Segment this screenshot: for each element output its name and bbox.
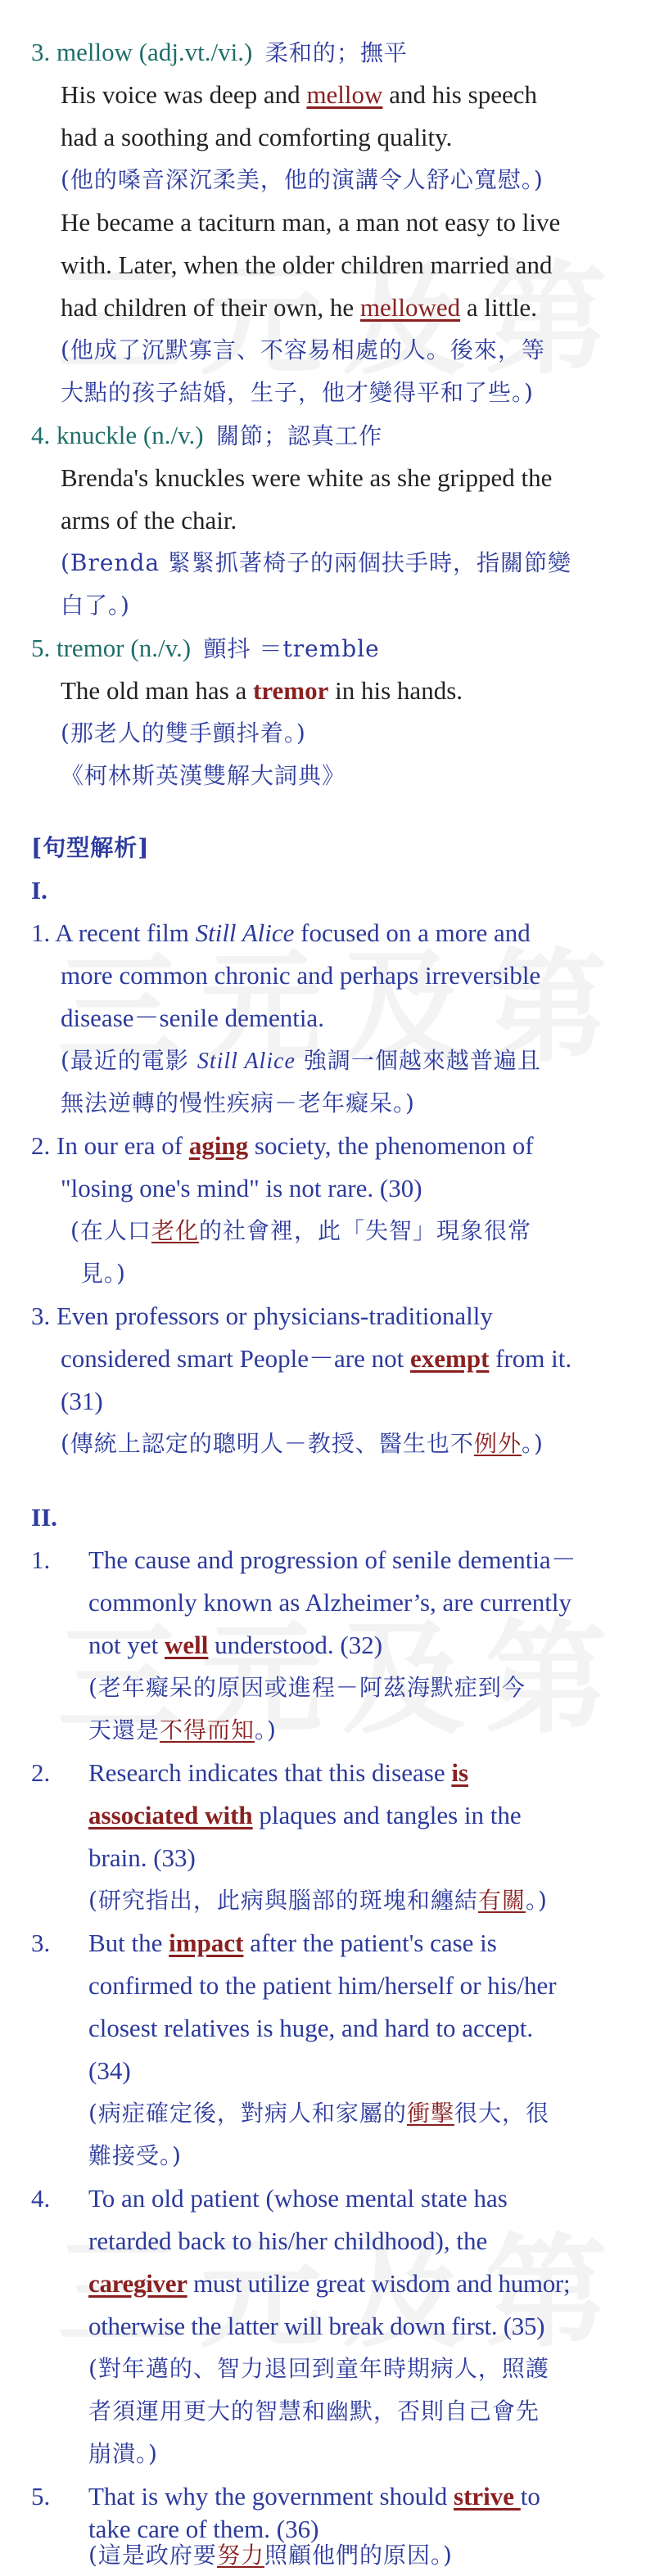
example-sentence: Brenda's knuckles were white as she gripped the: [61, 463, 553, 492]
highlighted-word: strive: [454, 2482, 521, 2511]
sentence-text: That is why the government should: [88, 2482, 454, 2511]
vocab-word: 4. knuckle (n./v.): [31, 421, 204, 449]
sentence-text: understood. (32): [208, 1631, 383, 1659]
translation: (老年癡呆的原因或進程－阿茲海默症到今: [88, 1674, 526, 1701]
translation: 崩潰。): [88, 2440, 158, 2467]
translation: (對年邁的、智力退回到童年時期病人，照護: [88, 2355, 549, 2382]
vocab-word: 3. mellow (adj.vt./vi.): [31, 38, 253, 66]
translation: 難接受。): [88, 2142, 182, 2169]
item-number: 3.: [31, 1929, 51, 1957]
vocab-meaning: 柔和的；撫平: [264, 39, 408, 66]
sentence-text: plaques and tangles in the: [252, 1801, 522, 1829]
sentence-text: from it.: [489, 1344, 572, 1373]
translation-text: (在人口: [70, 1217, 151, 1244]
translation: [61, 1040, 541, 1083]
sentence-text: not yet: [88, 1631, 165, 1659]
film-title: Still Alice: [195, 918, 295, 947]
sentence-text: 1. A recent film: [31, 918, 196, 947]
vocab-item-knuckle: [31, 414, 382, 458]
example-sentence: [61, 286, 537, 329]
translation: 者須運用更大的智慧和幽默，否則自己會先: [88, 2398, 540, 2425]
analysis-sentence: [88, 1794, 522, 1837]
subsection-label: II.: [31, 1503, 57, 1532]
highlighted-word: 衝擊: [406, 2100, 454, 2127]
item-number: 4.: [31, 2184, 51, 2213]
highlighted-word: 有關: [477, 1887, 526, 1914]
highlighted-word: 老化: [151, 1217, 199, 1244]
highlighted-word: caregiver: [88, 2269, 187, 2298]
sentence-text: considered smart People－are not: [61, 1344, 410, 1373]
analysis-sentence: retarded back to his/her childhood), the: [88, 2226, 488, 2255]
highlighted-word: 不得而知: [160, 1717, 255, 1744]
sentence-text: But the: [88, 1929, 169, 1957]
sentence-text: after the patient's case is: [243, 1929, 497, 1957]
analysis-sentence: closest relatives is huge, and hard to accept.: [88, 2014, 534, 2042]
highlighted-word: is: [451, 1758, 469, 1787]
translation: (那老人的雙手顫抖着。): [61, 720, 306, 747]
sentence-text: society, the phenomenon of: [248, 1131, 534, 1160]
highlighted-word: 努力: [216, 2542, 264, 2569]
analysis-sentence: To an old patient (whose mental state has: [88, 2184, 508, 2213]
sentence-text: must utilize great wisdom and humor;: [187, 2269, 571, 2298]
highlighted-word: aging: [188, 1131, 249, 1160]
highlighted-word: 例外: [473, 1430, 522, 1457]
example-sentence: arms of the chair.: [61, 506, 237, 535]
translation-text: (傳統上認定的聰明人－教授、醫生也不: [61, 1430, 474, 1457]
sentence-text: His voice was deep and: [61, 80, 307, 109]
translation: 見。): [80, 1260, 126, 1287]
vocab-meaning: 關節；認真工作: [216, 422, 383, 449]
translation-text: 強調一個越來越普遍且: [295, 1047, 541, 1074]
sentence-text: Research indicates that this disease: [88, 1758, 452, 1787]
translation-text: (病症確定後，對病人和家屬的: [88, 2100, 407, 2127]
translation: [88, 1709, 277, 1752]
translation: [88, 1879, 548, 1922]
analysis-sentence: [31, 1125, 534, 1167]
translation: (他的嗓音深沉柔美，他的演講令人舒心寬慰。): [61, 166, 544, 193]
translation-text: 照顧他們的原因。): [264, 2542, 453, 2569]
sentence-text: 2. In our era of: [31, 1131, 189, 1160]
highlighted-word: tremor: [253, 676, 329, 705]
analysis-sentence: otherwise the latter will break down first. (35): [88, 2312, 545, 2340]
analysis-sentence: more common chronic and perhaps irreversible: [61, 961, 541, 990]
translation: 白了。): [61, 592, 130, 619]
example-sentence: with. Later, when the older children married and: [61, 250, 553, 279]
example-sentence: [61, 670, 463, 712]
analysis-sentence: [88, 1624, 382, 1667]
translation: (他成了沉默寡言、不容易相處的人。後來，等: [61, 336, 545, 363]
item-number: 1.: [31, 1545, 51, 1574]
film-title: Still Alice: [196, 1049, 296, 1074]
example-sentence: had a soothing and comforting quality.: [61, 123, 453, 151]
analysis-sentence: (34): [88, 2056, 131, 2085]
analysis-sentence: [88, 1752, 468, 1794]
vocab-word: 5. tremor (n./v.): [31, 634, 192, 662]
sentence-text: focused on a more and: [294, 918, 531, 947]
analysis-sentence: "losing one's mind" is not rare. (30): [61, 1174, 422, 1202]
vocab-item-tremor: [31, 627, 380, 670]
analysis-sentence: [88, 2262, 570, 2305]
translation-text: (這是政府要: [88, 2542, 217, 2569]
highlighted-word: exempt: [409, 1344, 490, 1373]
translation-text: 天還是: [88, 1717, 160, 1744]
analysis-sentence: The cause and progression of senile dementia－: [88, 1545, 576, 1574]
sentence-text: a little.: [460, 293, 537, 322]
translation: [61, 1423, 544, 1465]
analysis-sentence: commonly known as Alzheimer’s, are currently: [88, 1588, 571, 1617]
sentence-text: to: [520, 2482, 540, 2511]
translation-text: 的社會裡，此「失智」現象很常: [198, 1217, 531, 1244]
vocab-item-mellow: [31, 31, 408, 74]
highlighted-word: mellowed: [359, 293, 461, 322]
translation: [88, 2092, 549, 2135]
analysis-sentence: disease－senile dementia.: [61, 1004, 324, 1032]
analysis-sentence: 3. Even professors or physicians-traditionally: [31, 1302, 493, 1330]
translation: [88, 2538, 453, 2574]
translation-text: 。): [525, 1887, 548, 1914]
analysis-sentence: confirmed to the patient him/herself or his/her: [88, 1971, 557, 2000]
analysis-sentence: [88, 1922, 497, 1965]
analysis-sentence: take care of them. (36): [88, 2515, 319, 2543]
translation: 大點的孩子結婚，生子，他才變得平和了些。): [61, 379, 534, 406]
example-sentence: He became a taciturn man, a man not easy to live: [61, 208, 561, 237]
translation-text: (最近的電影: [61, 1047, 197, 1074]
translation-text: 。): [521, 1430, 544, 1457]
sentence-text: had children of their own, he: [61, 293, 360, 322]
translation-text: 很大，很: [454, 2100, 549, 2127]
example-sentence: [61, 74, 537, 116]
translation: (Brenda 緊緊抓著椅子的兩個扶手時，指關節變: [61, 549, 572, 576]
analysis-sentence: [61, 1338, 571, 1380]
highlighted-word: mellow: [306, 80, 383, 109]
highlighted-phrase: associated with: [88, 1801, 253, 1829]
translation-text: (研究指出，此病與腦部的斑塊和纏結: [88, 1887, 478, 1914]
analysis-sentence: [31, 912, 531, 954]
sentence-text: and his speech: [382, 80, 537, 109]
source-citation: 《柯林斯英漢雙解大詞典》: [61, 762, 346, 789]
section-heading: [句型解析]: [31, 834, 150, 861]
analysis-sentence: brain. (33): [88, 1843, 196, 1872]
vocab-meaning: 顫抖 ＝tremble: [203, 635, 380, 662]
item-number: 5.: [31, 2482, 51, 2511]
sentence-text: The old man has a: [61, 676, 254, 705]
translation-text: 。): [255, 1717, 277, 1744]
analysis-sentence: (31): [61, 1387, 103, 1415]
highlighted-word: impact: [169, 1929, 244, 1957]
highlighted-word: well: [165, 1631, 209, 1659]
subsection-label: I.: [31, 876, 47, 905]
translation: 無法逆轉的慢性疾病－老年癡呆。): [61, 1089, 415, 1117]
item-number: 2.: [31, 1758, 51, 1787]
sentence-text: in his hands.: [328, 676, 463, 705]
translation: [70, 1210, 531, 1252]
